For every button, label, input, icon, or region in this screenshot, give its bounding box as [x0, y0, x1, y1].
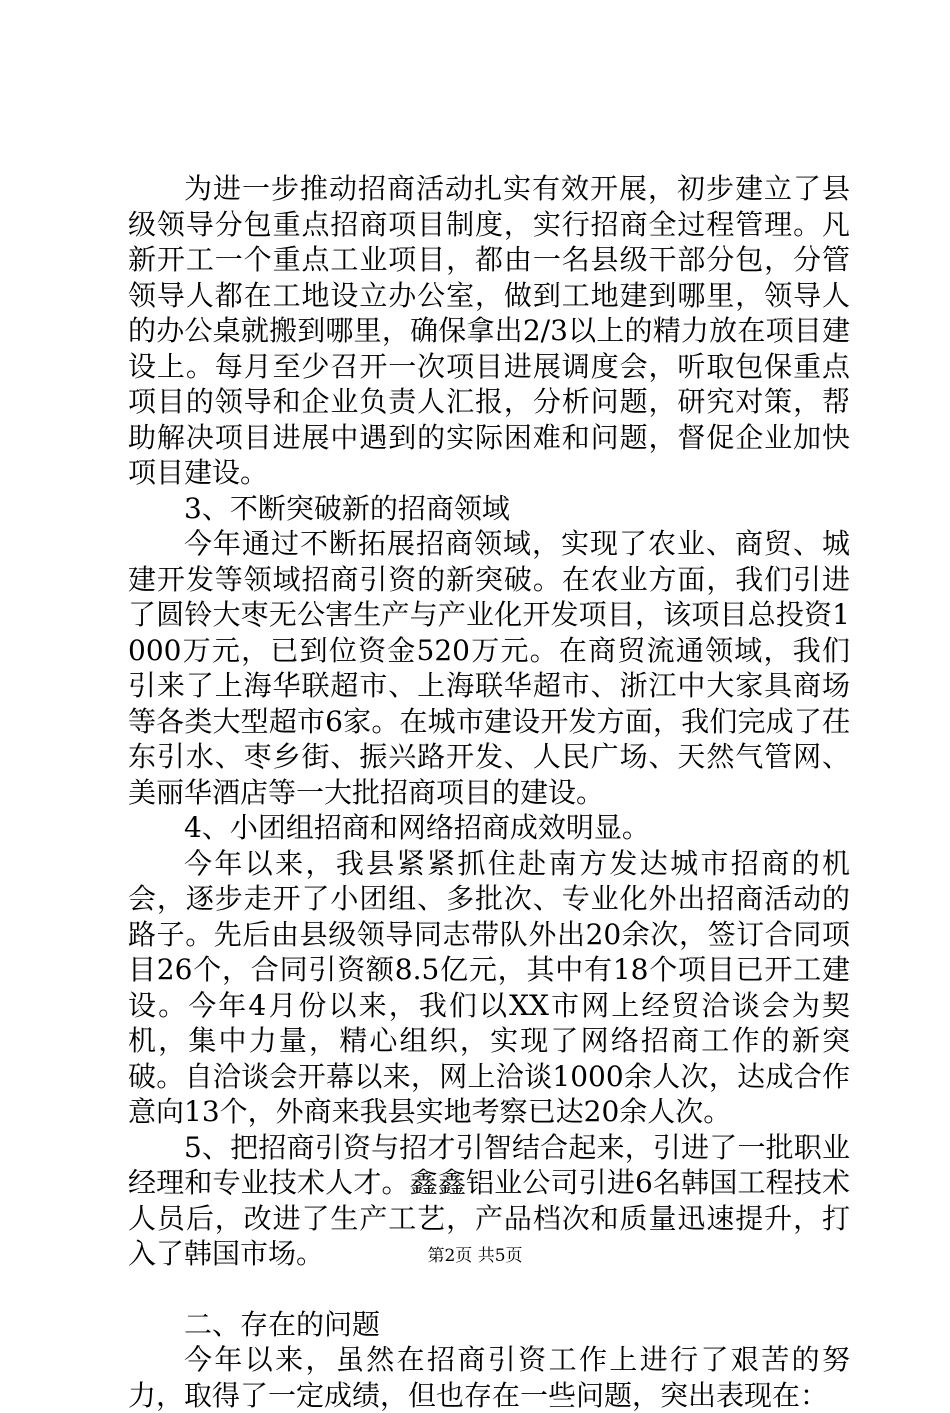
document-body	[128, 171, 850, 1413]
section-heading-problems: 二、存在的问题	[184, 1307, 381, 1341]
section-heading-3: 3、不断突破新的招商领域	[184, 491, 510, 525]
paragraph-new-fields: 今年通过不断拓展招商领域，实现了农业、商贸、城建开发等领域招商引资的新突破。在农业方面，我们引进了圆铃大枣无公害生产与产业化开发项目，该项目总投资1000万元，已到位资金520万元。在商贸流通领域，我们引来了上海华联超市、上海联华超市、浙江中大家具商场等各类大型超市6家。在城市建设开发方面，我们完成了茌东引水、枣乡街、振兴路开发、人民广场、天然气管网、美丽华酒店等一大批招商项目的建设。	[128, 527, 850, 809]
paragraph-problems-intro: 今年以来，虽然在招商引资工作上进行了艰苦的努力，取得了一定成绩，但也存在一些问题，突出表现在：	[128, 1343, 850, 1412]
paragraph-talent-introduction: 5、把招商引资与招才引智结合起来，引进了一批职业经理和专业技术人才。鑫鑫铝业公司引进6名韩国工程技术人员后，改进了生产工艺，产品档次和质量迅速提升，打入了韩国市场。	[128, 1130, 850, 1270]
section-heading-4: 4、小团组招商和网络招商成效明显。	[184, 811, 650, 844]
paragraph-spacer	[128, 1272, 850, 1307]
paragraph-project-responsibility: 为进一步推动招商活动扎实有效开展，初步建立了县级领导分包重点招商项目制度，实行招商全过程管理。凡新开工一个重点工业项目，都由一名县级干部分包，分管领导人都在工地设立办公室，做到工地建到哪里，领导人的办公桌就搬到哪里，确保拿出2/3以上的精力放在项目建设上。每月至少召开一次项目进展调度会，听取包保重点项目的领导和企业负责人汇报，分析问题，研究对策，帮助解决项目进展中遇到的实际困难和问题，督促企业加快项目建设。	[128, 172, 850, 489]
paragraph-small-group-online: 今年以来，我县紧紧抓住赴南方发达城市招商的机会，逐步走开了小团组、多批次、专业化外出招商活动的路子。先后由县级领导同志带队外出20余次，签订合同项目26个，合同引资额8.5亿元，其中有18个项目已开工建设。今年4月份以来，我们以XX市网上经贸洽谈会为契机，集中力量，精心组织，实现了网络招商工作的新突破。自洽谈会开幕以来，网上洽谈1000余人次，达成合作意向13个，外商来我县实地考察已达20余人次。	[128, 846, 850, 1128]
page-footer: 第2页 共5页	[427, 1246, 523, 1266]
